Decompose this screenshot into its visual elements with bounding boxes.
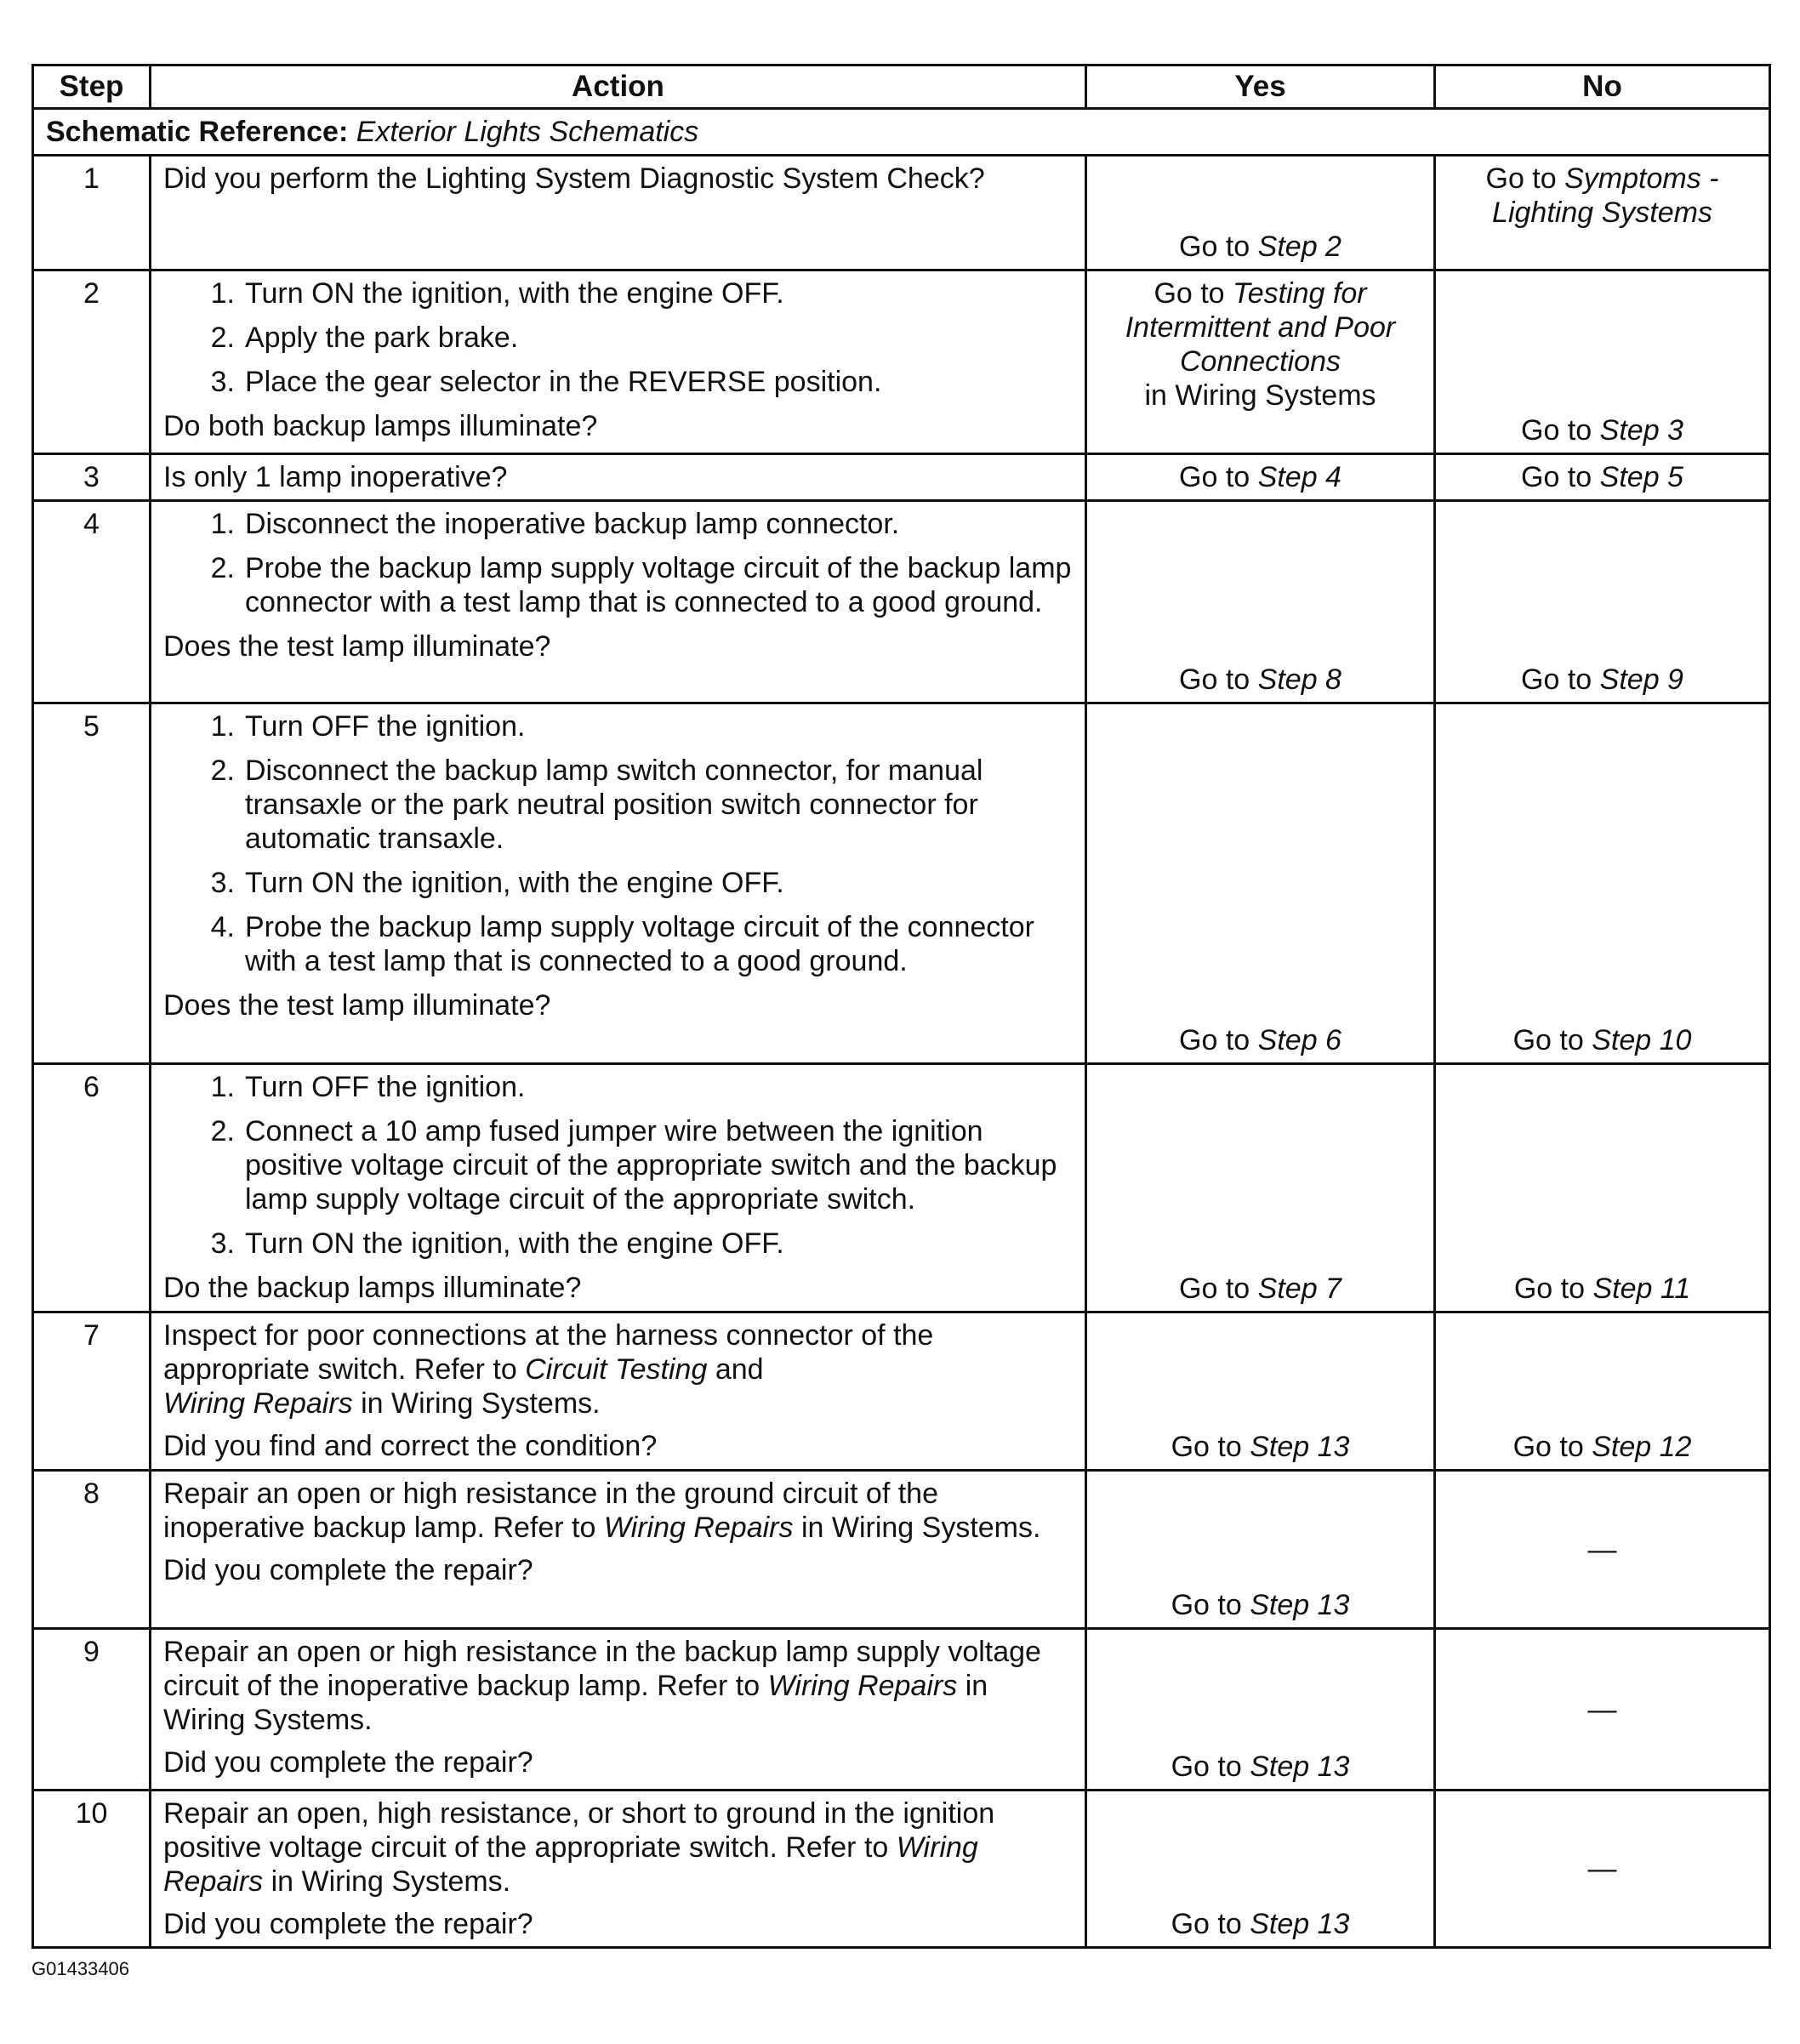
step-number: 1: [33, 156, 151, 270]
go-to-label: Go to: [1179, 1273, 1250, 1305]
no-cell: [1435, 1312, 1770, 1471]
substep: 4. Probe the backup lamp supply voltage circuit of the connector with a test lamp that is connected to a good ground.: [210, 911, 1034, 977]
substep: 2. Probe the backup lamp supply voltage circuit of the backup lamp connector with a test lamp that is connected to a good ground.: [210, 552, 1072, 618]
yes-link: Step 13: [1250, 1431, 1350, 1463]
yes-link: Step 6: [1257, 1024, 1341, 1056]
substep: 1. Turn OFF the ignition.: [210, 1071, 526, 1103]
go-to-label: Go to: [1171, 1751, 1242, 1783]
go-to-label: Go to: [1485, 162, 1557, 195]
action-text: Repair an open or high resistance in the ground circuit of the inoperative backup lamp. Refer to Wiring Repairs in Wiring Systems.: [163, 1477, 1041, 1544]
no-cell: [1435, 501, 1770, 703]
reference-link: Wiring Repairs: [603, 1512, 794, 1544]
action-text: Did you perform the Lighting System Diagnostic System Check?: [163, 162, 985, 195]
yes-tail: in Wiring Systems: [1144, 379, 1376, 412]
action-text: Inspect for poor connections at the harness connector of the appropriate switch. Refer to Circuit Testing and Wiring Repairs in Wiring Systems.: [163, 1319, 934, 1420]
question-text: Do the backup lamps illuminate?: [163, 1272, 582, 1304]
yes-cell: [1086, 501, 1435, 703]
substep: 2. Connect a 10 amp fused jumper wire between the ignition positive voltage circuit of the appropriate switch and the backup lamp supply voltage circuit of the appropriate switch.: [210, 1115, 1057, 1216]
question-text: Did you find and correct the condition?: [163, 1430, 658, 1462]
table-row: [33, 454, 1770, 501]
question-text: Did you complete the repair?: [163, 1554, 533, 1586]
table-row: [33, 501, 1770, 703]
substep-list: [163, 276, 1073, 399]
header-step: Step: [33, 65, 151, 109]
go-to-label: Go to: [1512, 1024, 1584, 1056]
step-number: 8: [33, 1471, 151, 1629]
schematic-reference: [33, 109, 1770, 156]
no-link: Step 10: [1592, 1024, 1692, 1056]
step-number: 4: [33, 501, 151, 703]
step-number: 9: [33, 1629, 151, 1791]
substep-list: [163, 709, 1073, 978]
table-row: [33, 1791, 1770, 1948]
substep: 1. Turn ON the ignition, with the engine OFF.: [210, 277, 784, 310]
no-cell: [1435, 1791, 1770, 1948]
yes-cell: [1086, 270, 1435, 454]
step-number: 6: [33, 1064, 151, 1312]
yes-link: Testing for Intermittent and Poor Connections: [1125, 277, 1396, 378]
no-link: Step 3: [1599, 414, 1683, 447]
action-text: Repair an open or high resistance in the backup lamp supply voltage circuit of the inoperative backup lamp. Refer to Wiring Repairs in Wiring Systems.: [163, 1636, 1041, 1736]
table-row: [33, 1312, 1770, 1471]
reference-link: Circuit Testing: [525, 1353, 708, 1386]
yes-link: Step 2: [1257, 231, 1341, 263]
no-cell: [1435, 270, 1770, 454]
substep: 2. Apply the park brake.: [210, 322, 519, 354]
yes-cell: [1086, 1629, 1435, 1791]
yes-link: Step 8: [1257, 663, 1341, 696]
go-to-label: Go to: [1171, 1589, 1242, 1621]
yes-link: Step 4: [1257, 461, 1341, 493]
step-number: 3: [33, 454, 151, 501]
yes-link: Step 13: [1250, 1908, 1350, 1940]
question-text: Did you complete the repair?: [163, 1746, 533, 1779]
action-cell: [151, 1471, 1086, 1629]
header-yes: Yes: [1086, 65, 1435, 109]
step-number: 7: [33, 1312, 151, 1471]
yes-cell: [1086, 1064, 1435, 1312]
yes-cell: [1086, 1791, 1435, 1948]
no-link: Step 9: [1599, 663, 1683, 696]
table-row: [33, 1629, 1770, 1791]
diagnostic-table: [31, 64, 1771, 1949]
action-text: Repair an open, high resistance, or short to ground in the ignition positive voltage circuit of the appropriate switch. Refer to Wiring Repairs in Wiring Systems.: [163, 1797, 995, 1898]
action-cell: [151, 1064, 1086, 1312]
go-to-label: Go to: [1179, 461, 1250, 493]
go-to-label: Go to: [1512, 1431, 1584, 1463]
no-cell: [1435, 703, 1770, 1064]
substep: 1. Turn OFF the ignition.: [210, 710, 526, 743]
schematic-row: [33, 109, 1770, 156]
action-cell: [151, 454, 1086, 501]
reference-link: Wiring Repairs: [767, 1670, 958, 1702]
table-row: [33, 1471, 1770, 1629]
substep-list: [163, 507, 1073, 619]
no-action-dash: —: [1587, 1533, 1617, 1566]
no-link: Step 5: [1599, 461, 1683, 493]
go-to-label: Go to: [1179, 231, 1250, 263]
go-to-label: Go to: [1153, 277, 1225, 310]
figure-id: G01433406: [31, 1958, 129, 1979]
no-cell: [1435, 1064, 1770, 1312]
question-text: Did you complete the repair?: [163, 1908, 533, 1940]
go-to-label: Go to: [1513, 1273, 1586, 1305]
action-cell: [151, 270, 1086, 454]
table-row: [33, 270, 1770, 454]
step-number: 2: [33, 270, 151, 454]
substep: 3. Place the gear selector in the REVERSE position.: [210, 366, 882, 398]
question-text: Is only 1 lamp inoperative?: [163, 461, 508, 493]
action-cell: [151, 703, 1086, 1064]
action-cell: [151, 1312, 1086, 1471]
step-number: 5: [33, 703, 151, 1064]
yes-cell: [1086, 1312, 1435, 1471]
yes-cell: [1086, 454, 1435, 501]
no-action-dash: —: [1587, 1853, 1617, 1885]
no-cell: [1435, 156, 1770, 270]
action-cell: [151, 1629, 1086, 1791]
no-link: Lighting Systems: [1492, 196, 1712, 229]
reference-link: Wiring Repairs: [163, 1831, 978, 1898]
question-text: Do both backup lamps illuminate?: [163, 410, 598, 442]
go-to-label: Go to: [1179, 1024, 1250, 1056]
schematic-link: Exterior Lights Schematics: [356, 116, 699, 148]
substep: 1. Disconnect the inoperative backup lamp connector.: [210, 508, 900, 540]
schematic-label: Schematic Reference:: [46, 116, 349, 148]
go-to-label: Go to: [1179, 663, 1250, 696]
yes-link: Step 7: [1257, 1273, 1341, 1305]
no-link: Step 12: [1592, 1431, 1692, 1463]
yes-cell: [1086, 703, 1435, 1064]
no-link: Symptoms -: [1564, 162, 1719, 195]
yes-link: Step 13: [1250, 1589, 1350, 1621]
action-cell: [151, 501, 1086, 703]
table-row: [33, 1064, 1770, 1312]
go-to-label: Go to: [1171, 1431, 1242, 1463]
substep: 3. Turn ON the ignition, with the engine OFF.: [210, 1227, 784, 1260]
go-to-label: Go to: [1521, 414, 1592, 447]
no-cell: [1435, 454, 1770, 501]
substep-list: [163, 1070, 1073, 1261]
no-link: Step 11: [1592, 1273, 1691, 1305]
header-action: Action: [151, 65, 1086, 109]
table-row: [33, 703, 1770, 1064]
go-to-label: Go to: [1521, 663, 1592, 696]
substep: 2. Disconnect the backup lamp switch connector, for manual transaxle or the park neutral position switch connector for automatic transaxle.: [210, 754, 983, 855]
action-cell: [151, 156, 1086, 270]
action-cell: [151, 1791, 1086, 1948]
header-no: No: [1435, 65, 1770, 109]
question-text: Does the test lamp illuminate?: [163, 630, 551, 663]
step-number: 10: [33, 1791, 151, 1948]
question-text: Does the test lamp illuminate?: [163, 989, 551, 1022]
go-to-label: Go to: [1521, 461, 1592, 493]
table-row: [33, 156, 1770, 270]
substep: 3. Turn ON the ignition, with the engine OFF.: [210, 867, 784, 899]
header-row: [33, 65, 1770, 109]
no-cell: [1435, 1629, 1770, 1791]
go-to-label: Go to: [1171, 1908, 1242, 1940]
reference-link: Wiring Repairs: [163, 1387, 353, 1420]
no-cell: [1435, 1471, 1770, 1629]
yes-cell: [1086, 156, 1435, 270]
no-action-dash: —: [1587, 1693, 1617, 1726]
yes-link: Step 13: [1250, 1751, 1350, 1783]
yes-cell: [1086, 1471, 1435, 1629]
